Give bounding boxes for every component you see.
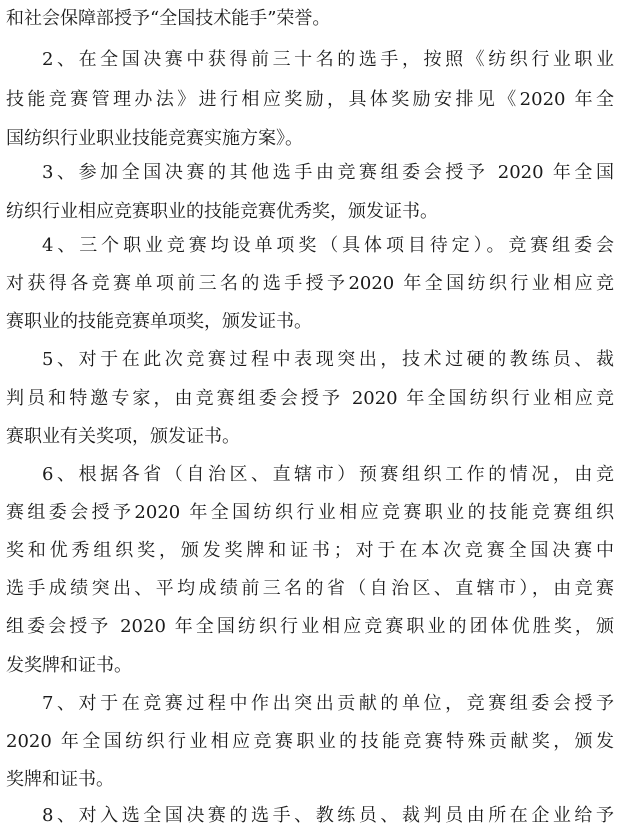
paragraph-line: 4、三个职业竞赛均设单项奖（具体项目待定）。竞赛组委会 (42, 235, 614, 256)
paragraph-line: 组委会授予 2020 年全国纺织行业相应竞赛职业的团体优胜奖，颁 (6, 616, 614, 637)
paragraph-line: 奖牌和证书。 (6, 769, 114, 790)
paragraph-line: 判员和特邀专家，由竞赛组委会授予 2020 年全国纺织行业相应竞 (6, 388, 614, 409)
paragraph-line: 8、对入选全国决赛的选手、教练员、裁判员由所在企业给予 (42, 805, 614, 826)
paragraph-line: 和社会保障部授予“全国技术能手”荣誉。 (6, 8, 331, 29)
paragraph-line: 国纺织行业职业技能竞赛实施方案》。 (6, 128, 303, 149)
paragraph-line: 7、对于在竞赛过程中作出突出贡献的单位，竞赛组委会授予 (42, 693, 614, 714)
paragraph-line: 对获得各竞赛单项前三名的选手授予2020 年全国纺织行业相应竞 (6, 273, 614, 294)
paragraph-line: 5、对于在此次竞赛过程中表现突出，技术过硬的教练员、裁 (42, 349, 614, 370)
paragraph-line: 赛职业的技能竞赛单项奖，颁发证书。 (6, 311, 312, 332)
paragraph-line: 发奖牌和证书。 (6, 655, 132, 676)
paragraph-line: 6、根据各省（自治区、直辖市）预赛组织工作的情况，由竞 (42, 464, 614, 485)
paragraph-line: 纺织行业相应竞赛职业的技能竞赛优秀奖，颁发证书。 (6, 201, 438, 222)
paragraph-line: 奖和优秀组织奖，颁发奖牌和证书；对于在本次竞赛全国决赛中 (6, 540, 614, 561)
paragraph-line: 选手成绩突出、平均成绩前三名的省（自治区、直辖市），由竞赛 (6, 578, 614, 599)
paragraph-line: 赛职业有关奖项，颁发证书。 (6, 426, 240, 447)
paragraph-line: 2、在全国决赛中获得前三十名的选手，按照《纺织行业职业 (42, 49, 614, 70)
paragraph-line: 2020 年全国纺织行业相应竞赛职业的技能竞赛特殊贡献奖，颁发 (6, 731, 614, 752)
paragraph-line: 赛组委会授予2020 年全国纺织行业相应竞赛职业的技能竞赛组织 (6, 502, 614, 523)
paragraph-line: 技能竞赛管理办法》进行相应奖励，具体奖励安排见《2020 年全 (6, 89, 614, 110)
paragraph-line: 3、参加全国决赛的其他选手由竞赛组委会授予 2020 年全国 (42, 162, 614, 183)
